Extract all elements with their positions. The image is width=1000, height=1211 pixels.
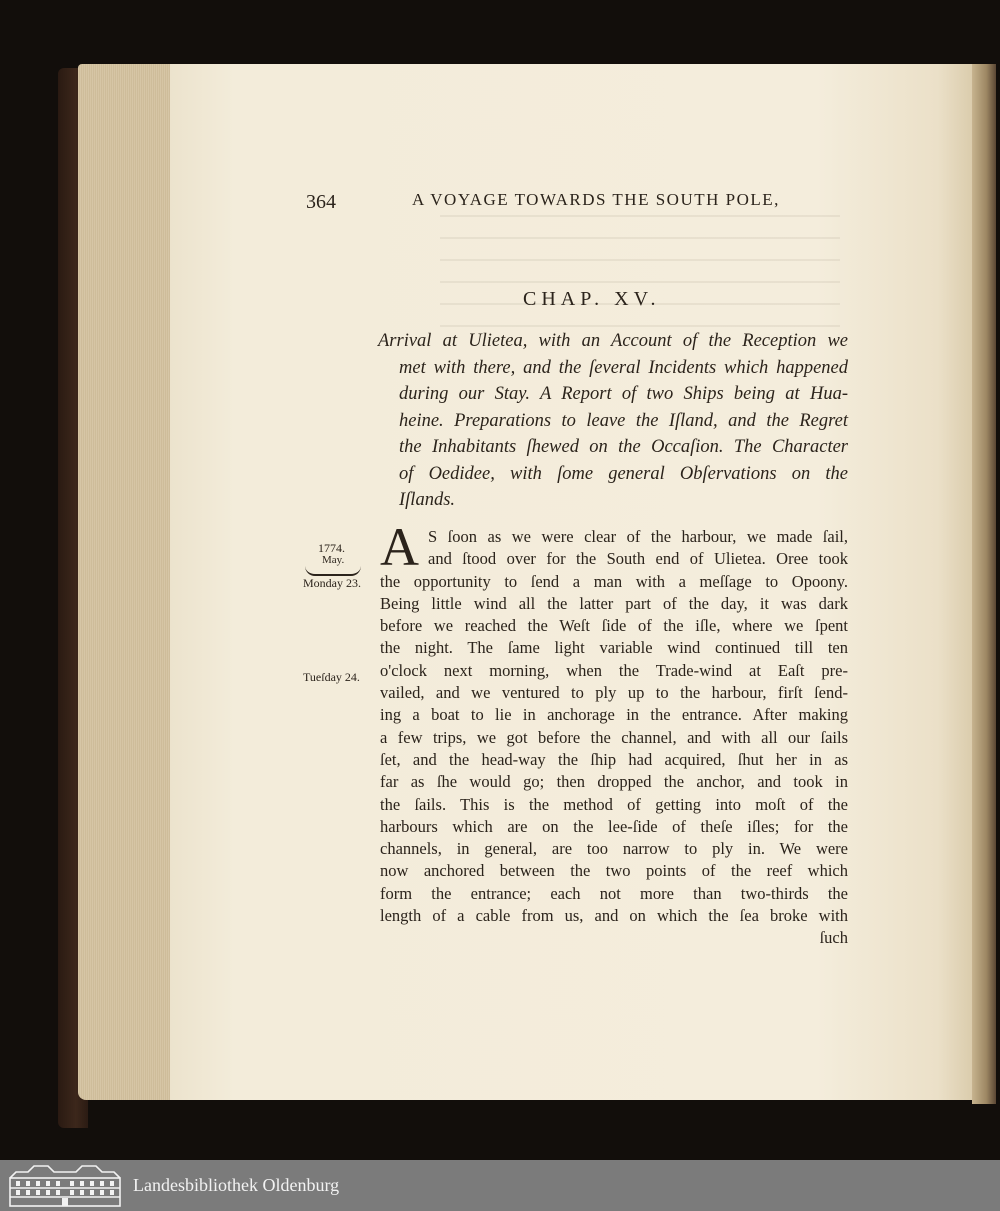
body-line: S ſoon as we were clear of the harbour, we made ſail, bbox=[428, 527, 848, 546]
summary-line: during our Stay. A Report of two Ships being at Hua- bbox=[399, 384, 848, 404]
body-line: the opportunity to ſend a man with a meſſage to Opoony. bbox=[380, 571, 848, 591]
chapter-heading: CHAP. XV. bbox=[523, 288, 661, 310]
body-line: length of a cable from us, and on which the ſea broke with bbox=[380, 906, 848, 926]
summary-line: met with there, and the ſeveral Incidents which happened bbox=[399, 357, 848, 378]
body-line: a few trips, we got before the channel, and with all our ſails bbox=[380, 727, 848, 747]
margin-year: 1774. bbox=[318, 541, 345, 555]
body-line: now anchored between the two points of the reef which bbox=[380, 861, 848, 881]
drop-cap: A bbox=[380, 517, 419, 577]
margin-date-monday: Monday 23. bbox=[303, 576, 361, 590]
margin-date-tuesday: Tueſday 24. bbox=[303, 670, 360, 684]
body-line: the night. The ſame light variable wind continued till ten bbox=[380, 638, 848, 658]
margin-brace bbox=[305, 566, 361, 576]
margin-month: May. bbox=[322, 554, 345, 566]
body-line: the ſails. This is the method of getting into moſt of the bbox=[380, 794, 848, 814]
summary-line: the Inhabitants ſhewed on the Occaſion. The Character bbox=[399, 437, 848, 457]
library-building-icon bbox=[8, 1164, 122, 1208]
running-head: A VOYAGE TOWARDS THE SOUTH POLE, bbox=[412, 190, 780, 209]
body-line: harbours which are on the lee-ſide of theſe iſles; for the bbox=[380, 816, 848, 836]
body-text bbox=[380, 526, 848, 950]
summary-line: heine. Preparations to leave the Iſland, and the Regret bbox=[399, 410, 848, 431]
bleed-through-text bbox=[440, 215, 840, 335]
body-line: before we reached the Weſt ſide of the iſle, where we ſpent bbox=[380, 616, 848, 636]
page-gutter-shadow bbox=[972, 64, 996, 1104]
body-line: far as ſhe would go; then dropped the anchor, and took in bbox=[380, 772, 848, 792]
body-line: vailed, and we ventured to ply up to the harbour, firſt ſend- bbox=[380, 683, 848, 703]
body-line: form the entrance; each not more than two-thirds the bbox=[380, 883, 848, 903]
summary-line: of Oedidee, with ſome general Obſervations on the bbox=[399, 463, 848, 484]
body-line: and ſtood over for the South end of Ulietea. Oree took bbox=[428, 549, 848, 569]
body-line: ing a boat to lie in anchorage in the entrance. After making bbox=[380, 705, 848, 725]
body-line: Being little wind all the latter part of the day, it was dark bbox=[380, 593, 848, 613]
body-line: channels, in general, are too narrow to ply in. We were bbox=[380, 839, 848, 859]
summary-line: Iſlands. bbox=[399, 490, 456, 510]
summary-line: Arrival at Ulietea, with an Account of the Reception we bbox=[378, 331, 848, 351]
library-name: Landesbibliothek Oldenburg bbox=[133, 1175, 340, 1195]
page-number: 364 bbox=[306, 191, 336, 213]
catchword: ſuch bbox=[819, 928, 848, 948]
body-line: o'clock next morning, when the Trade-wind at Eaſt pre- bbox=[380, 660, 848, 680]
page-stack-edge bbox=[78, 64, 173, 1100]
chapter-summary bbox=[378, 328, 848, 514]
body-line: ſet, and the head-way the ſhip had acquired, ſhut her in as bbox=[380, 749, 848, 769]
